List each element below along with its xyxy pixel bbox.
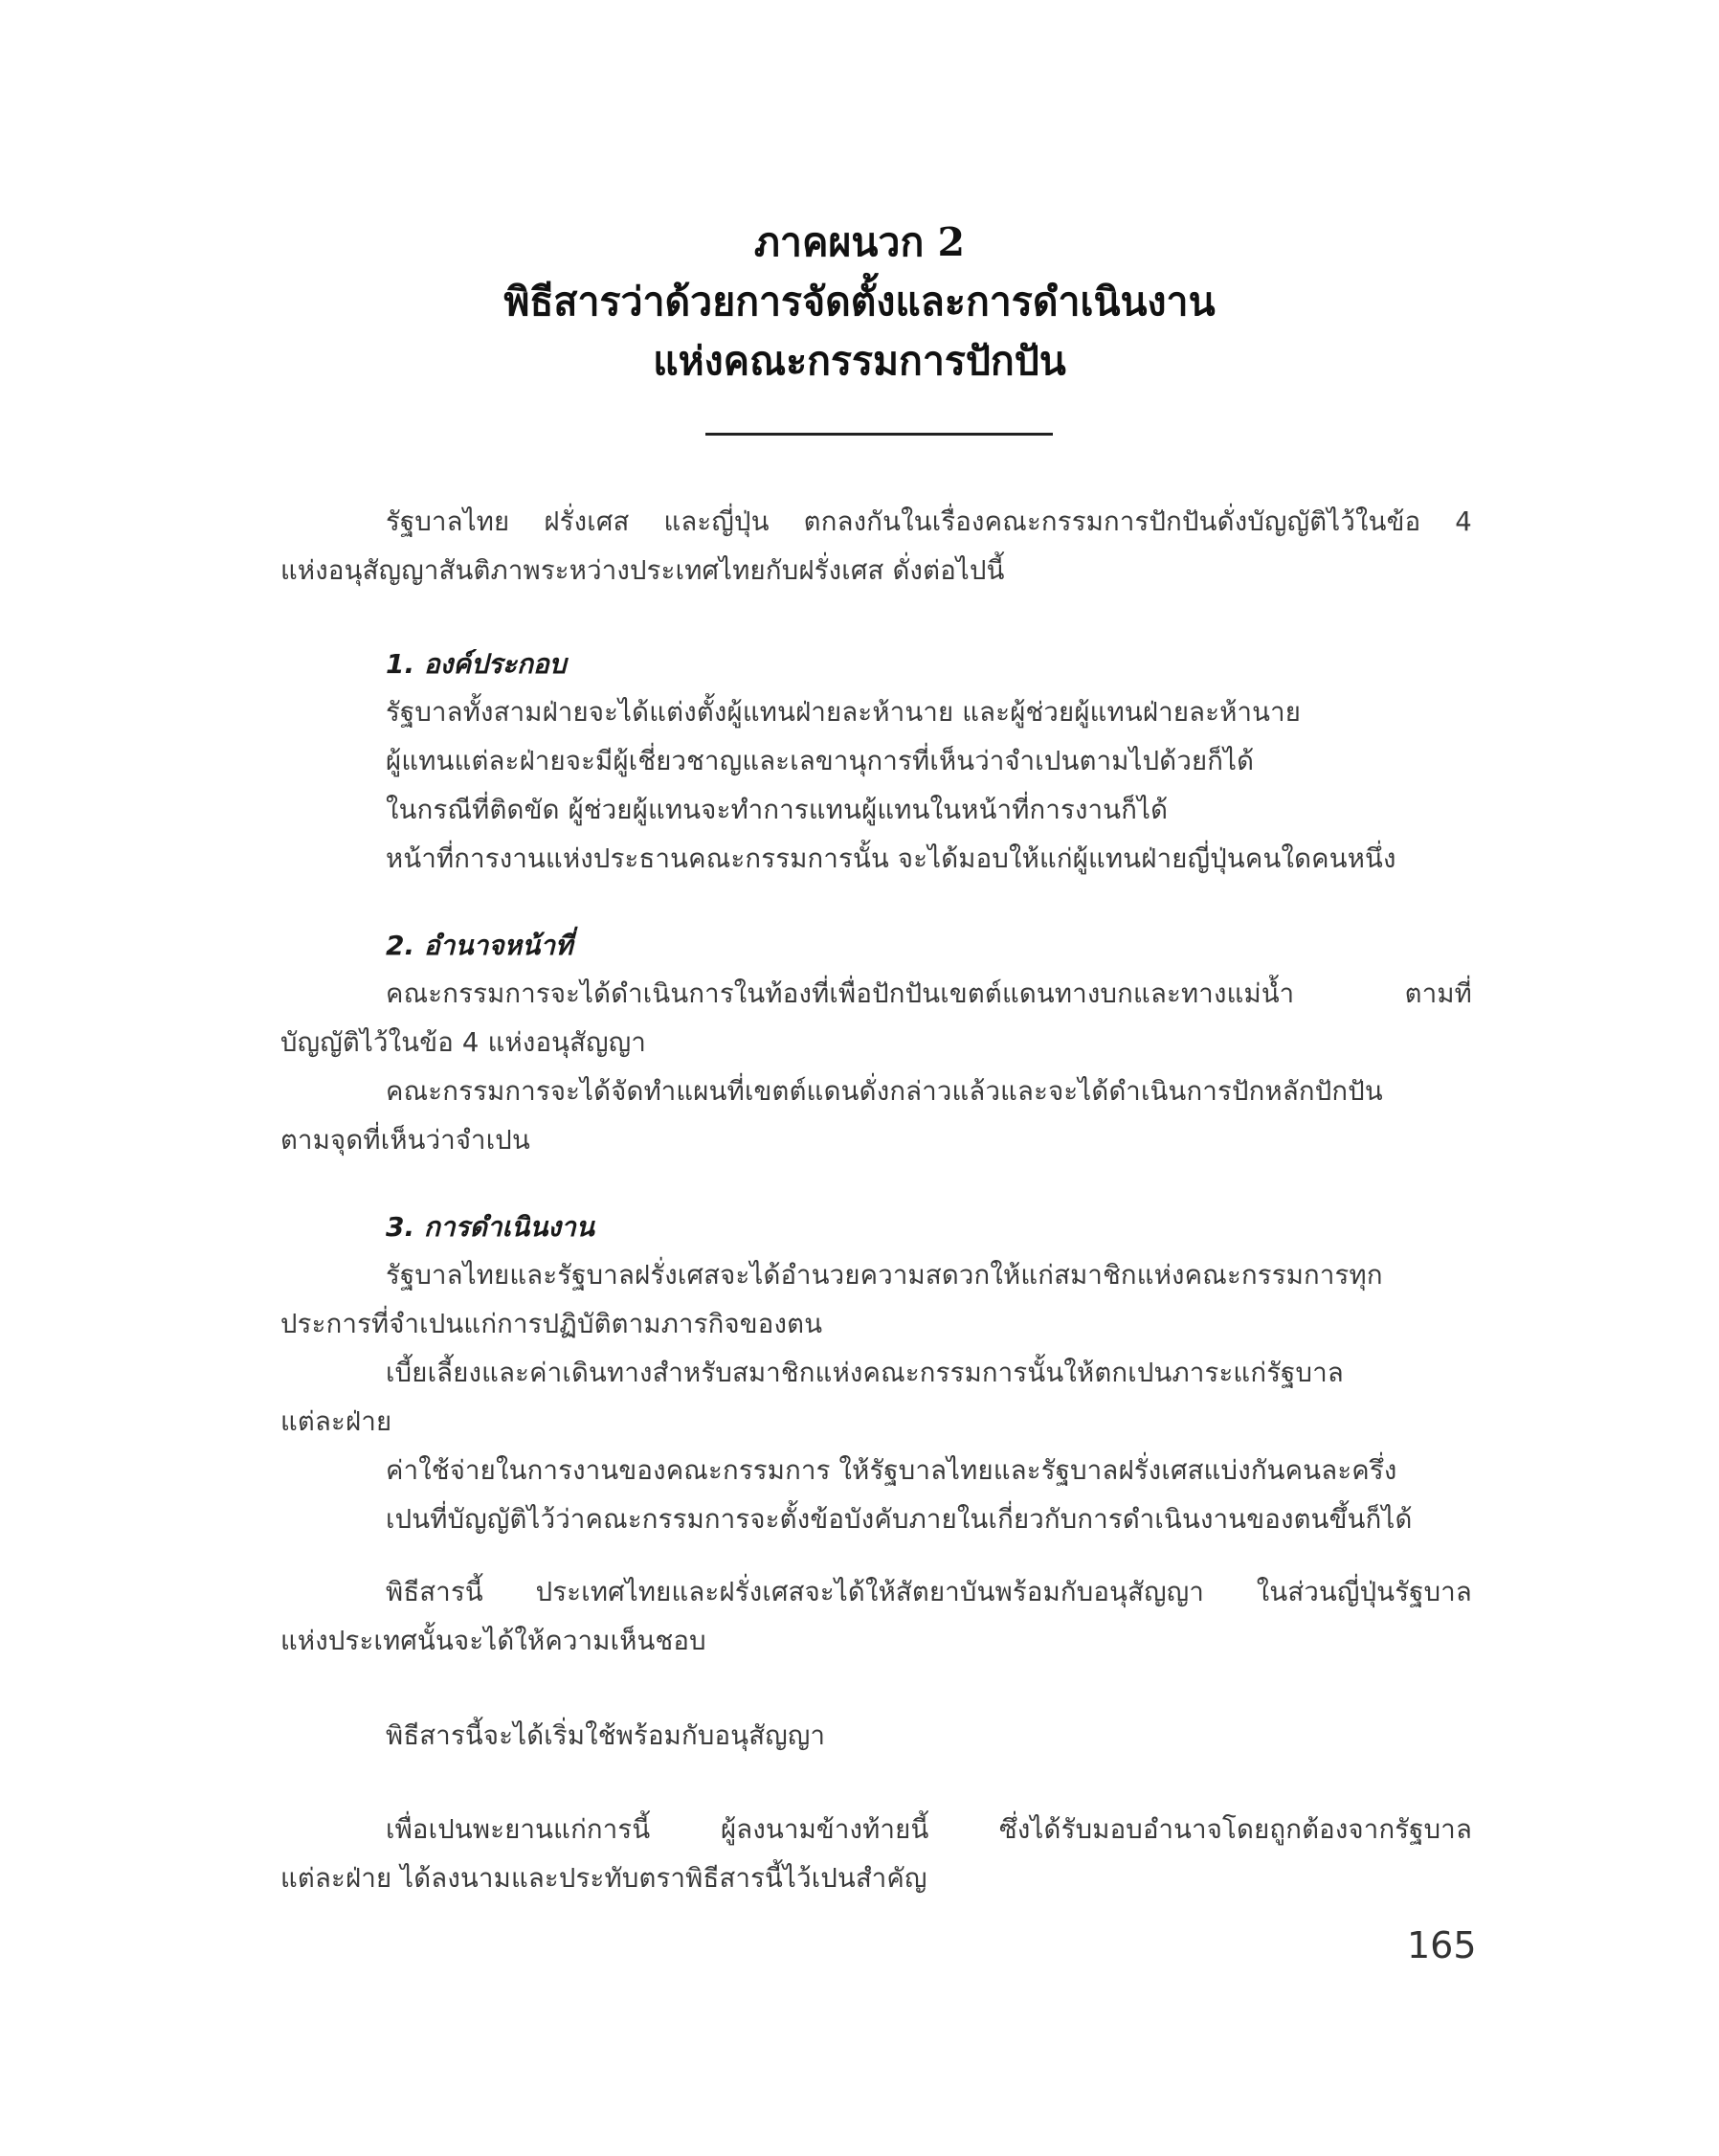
intro-paragraph	[280, 498, 1472, 595]
section-2-p1-line-1: คณะกรรมการจะได้ดำเนินการในท้องที่เพื่อปักปันเขตต์แดนทางบกและทางแม่น้ำ ตามที่	[386, 978, 1472, 1009]
section-3-p1-line-2: ประการที่จำเปนแก่การปฏิบัติตามภารกิจของตน	[280, 1309, 823, 1339]
witness-line-1: เพื่อเปนพะยานแก่การนี้ ผู้ลงนามข้างท้ายนี้ ซึ่งได้รับมอบอำนาจโดยถูกต้องจากรัฐบาล	[386, 1814, 1472, 1845]
appendix-title	[0, 213, 1719, 391]
section-1-heading: 1. องค์ประกอบ	[386, 648, 567, 680]
title-underline-divider	[705, 433, 1053, 436]
section-3-p2-line-2: แต่ละฝ่าย	[280, 1406, 392, 1437]
section-1-line-3: ในกรณีที่ติดขัด ผู้ช่วยผู้แทนจะทำการแทนผู้แทนในหน้าที่การงานก็ได้	[386, 795, 1169, 825]
intro-line-2: แห่งอนุสัญญาสันติภาพระหว่างประเทศไทยกับฝรั่งเศส ดั่งต่อไปนี้	[280, 555, 1005, 586]
section-3-heading: 3. การดำเนินงาน	[386, 1211, 594, 1243]
section-1-line-4: หน้าที่การงานแห่งประธานคณะกรรมการนั้น จะได้มอบให้แก่ผู้แทนฝ่ายญี่ปุ่นคนใดคนหนึ่ง	[386, 843, 1396, 874]
section-3-p3-line-1: ค่าใช้จ่ายในการงานของคณะกรรมการ ให้รัฐบาลไทยและรัฐบาลฝรั่งเศสแบ่งกันคนละครึ่ง	[386, 1455, 1397, 1486]
title-line-3: แห่งคณะกรรมการปักปัน	[653, 338, 1066, 384]
ratification-line-1: พิธีสารนี้ ประเทศไทยและฝรั่งเศสจะได้ให้สัตยาบันพร้อมกับอนุสัญญา ในส่วนญี่ปุ่นรัฐบาล	[386, 1577, 1472, 1607]
ratification-paragraph	[280, 1568, 1472, 1666]
section-3-p1-line-1: รัฐบาลไทยและรัฐบาลฝรั่งเศสจะได้อำนวยความสดวกให้แก่สมาชิกแห่งคณะกรรมการทุก	[386, 1260, 1383, 1291]
intro-line-1: รัฐบาลไทย ฝรั่งเศส และญี่ปุ่น ตกลงกันในเรื่องคณะกรรมการปักปันดั่งบัญญัติไว้ในข้อ 4	[386, 506, 1472, 537]
section-1-line-1: รัฐบาลทั้งสามฝ่ายจะได้แต่งตั้งผู้แทนฝ่ายละห้านาย และผู้ช่วยผู้แทนฝ่ายละห้านาย	[386, 697, 1302, 728]
section-2-heading: 2. อำนาจหน้าที่	[386, 930, 573, 961]
section-2	[280, 921, 1472, 1165]
ratification-line-2: แห่งประเทศนั้นจะได้ให้ความเห็นชอบ	[280, 1626, 706, 1656]
title-line-2: พิธีสารว่าด้วยการจัดตั้งและการดำเนินงาน	[503, 279, 1216, 325]
section-3-p2-line-1: เบี้ยเลี้ยงและค่าเดินทางสำหรับสมาชิกแห่งคณะกรรมการนั้นให้ตกเปนภาระแก่รัฐบาล	[386, 1358, 1344, 1388]
witness-line-2: แต่ละฝ่าย ได้ลงนามและประทับตราพิธีสารนี้ไว้เปนสำคัญ	[280, 1863, 927, 1894]
section-3	[280, 1202, 1472, 1544]
effective-line-1: พิธีสารนี้จะได้เริ่มใช้พร้อมกับอนุสัญญา	[386, 1720, 826, 1751]
section-3-p4-line-1: เปนที่บัญญัติไว้ว่าคณะกรรมการจะตั้งข้อบังคับภายในเกี่ยวกับการดำเนินงานของตนขึ้นก็ได้	[386, 1504, 1413, 1535]
title-line-1: ภาคผนวก 2	[753, 219, 966, 265]
section-1-line-2: ผู้แทนแต่ละฝ่ายจะมีผู้เชี่ยวชาญและเลขานุการที่เห็นว่าจำเปนตามไปด้วยก็ได้	[386, 746, 1255, 776]
witness-paragraph	[280, 1806, 1472, 1903]
section-2-p2-line-2: ตามจุดที่เห็นว่าจำเปน	[280, 1125, 530, 1156]
section-1	[280, 640, 1472, 884]
page-number: 165	[1407, 1924, 1477, 1966]
section-2-p1-line-2: บัญญัติไว้ในข้อ 4 แห่งอนุสัญญา	[280, 1027, 647, 1058]
effective-paragraph	[280, 1712, 1472, 1761]
section-2-p2-line-1: คณะกรรมการจะได้จัดทำแผนที่เขตต์แดนดั่งกล่าวแล้วและจะได้ดำเนินการปักหลักปักปัน	[386, 1076, 1383, 1107]
